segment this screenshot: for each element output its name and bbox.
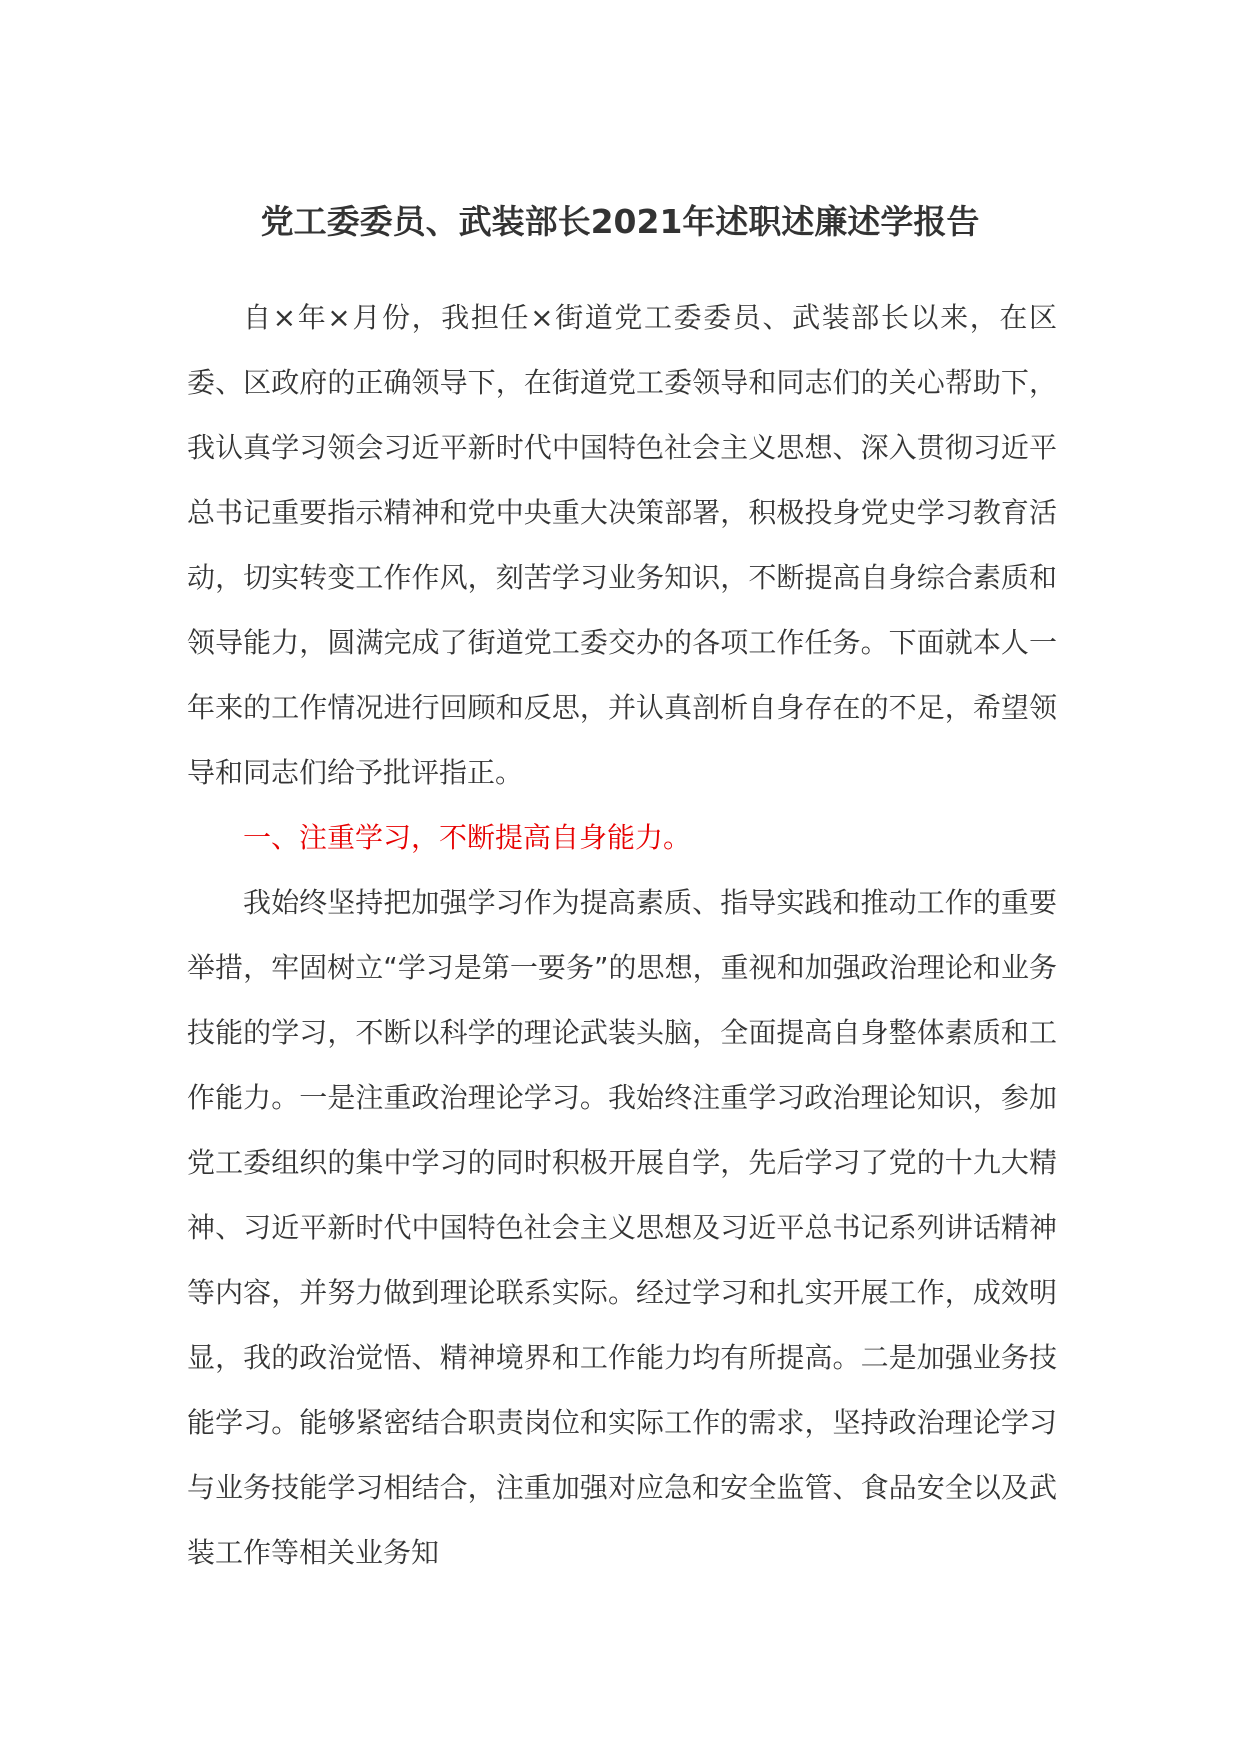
document-body: [187, 285, 1057, 1585]
document-title: 党工委委员、武装部长2021年述职述廉述学报告: [260, 202, 980, 241]
section-1-paragraph: 我始终坚持把加强学习作为提高素质、指导实践和推动工作的重要举措，牢固树立“学习是第一要务”的思想，重视和加强政治理论和业务技能的学习，不断以科学的理论武装头脑，全面提高自身整体素质和工作能力。一是注重政治理论学习。我始终注重学习政治理论知识，参加党工委组织的集中学习的同时积极开展自学，先后学习了党的十九大精神、习近平新时代中国特色社会主义思想及习近平总书记系列讲话精神等内容，并努力做到理论联系实际。经过学习和扎实开展工作，成效明显，我的政治觉悟、精神境界和工作能力均有所提高。二是加强业务技能学习。能够紧密结合职责岗位和实际工作的需求，坚持政治理论学习与业务技能学习相结合，注重加强对应急和安全监管、食品安全以及武装工作等相关业务知: [187, 886, 1057, 1569]
intro-paragraph: 自×年×月份，我担任×街道党工委委员、武装部长以来，在区委、区政府的正确领导下，在街道党工委领导和同志们的关心帮助下，我认真学习领会习近平新时代中国特色社会主义思想、深入贯彻习近平总书记重要指示精神和党中央重大决策部署，积极投身党史学习教育活动，切实转变工作作风，刻苦学习业务知识，不断提高自身综合素质和领导能力，圆满完成了街道党工委交办的各项工作任务。下面就本人一年来的工作情况进行回顾和反思，并认真剖析自身存在的不足，希望领导和同志们给予批评指正。: [187, 301, 1057, 789]
section-heading-1: 一、注重学习，不断提高自身能力。: [243, 821, 692, 854]
